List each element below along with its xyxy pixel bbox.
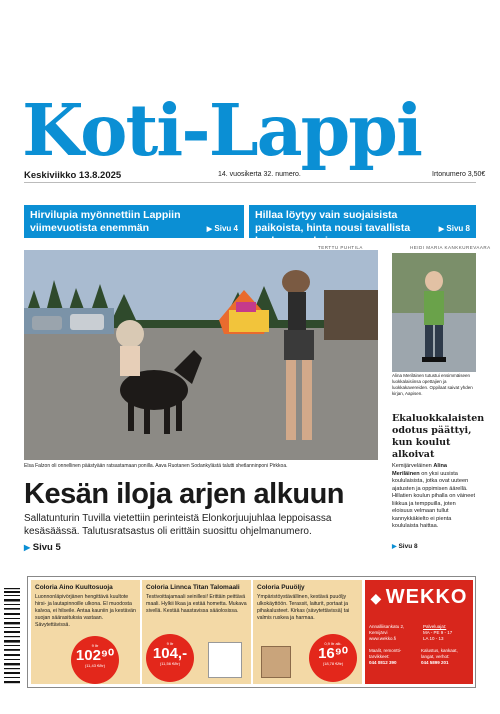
price-badge: 9 ltr 104,- (11,56 €/ltr) [146, 634, 194, 682]
side-photo [392, 253, 476, 372]
triangle-right-icon: ▶ [24, 543, 31, 552]
oil-can-icon [261, 646, 291, 678]
edition-info: 14. vuosikerta 32. numero. [218, 171, 301, 178]
ad-puuoljy[interactable] [253, 580, 362, 684]
main-page-ref[interactable]: ▶ Sivu 5 [24, 542, 61, 553]
triangle-right-icon: ▶ [438, 226, 445, 233]
header-rule [24, 182, 476, 183]
ad-text: Testivoittajamaali seinillesi! Erittäin peittävä maali. Hylkii likaa ja estää hometta. Mukava sivellä. Kestää haastavissa sääolosissa. [146, 593, 247, 614]
ad-text: Ympäristöystävällinen, kestävä puuöljy ulkokäyttöön. Terassit, laiturit, portaat ja pihakalusteet. Kirkas (sävytettävissä) tai valmis ruskea ja harmaa. [257, 593, 350, 621]
wekko-logo: ◆ WEKKO [370, 586, 468, 608]
main-headline[interactable]: Kesän iloja arjen alkuun [24, 478, 344, 510]
ad-title: Coloria Aino Kuultosuoja [35, 584, 113, 591]
price-badge: 0,9 ltr alk. 16⁹⁰ (18,78 €/ltr) [309, 634, 357, 682]
teaser-page: ▶ Sivu 8 [438, 224, 470, 233]
w-mark-icon: ◆ [370, 590, 382, 606]
wekko-hours: Palveluajat: MA - PE 9 - 17 LA 10 - 13 [423, 624, 453, 642]
teaser-page: ▶ Sivu 4 [206, 224, 238, 233]
wekko-dept-paint: Maalit, remontti-tarvikkeet: 044 0812 390 [369, 648, 402, 666]
triangle-right-icon: ▶ [206, 226, 213, 233]
side-body: Kemijärveläinen Alina Meriläinen on yksi uusista koululaisista, jotka ovat uuteen ajatusten ja oppimisen äärellä. Hillatien koulun pihalla on väineet liikkua ja temppuilla, joten eloisuus velmaan tullut kannykkäkielto ei pienta koululaista haittaa. [392, 463, 476, 530]
main-lead: Sallatunturin Tuvilla vietettiin perinteistä Elonkorjuujuhlaa leppoisassa kesäsäässä. Talutusratsastus oli erittäin suosittu ohjelmanumero. [24, 513, 332, 537]
ad-title: Coloria Linnca Titan Talomaali [146, 584, 240, 591]
side-photo-caption: Alina Meriläinen tutustui ensimmäiseen luokkalaisiinsa opettajien ja luokkakavereiden. Oppilaat saivat yhden kirjan, Aapisen. [392, 373, 473, 396]
main-photo [24, 250, 378, 460]
teaser-text: Hillaa löytyy vain suojaisista paikoista, hinta nousi tavallista korkeammaksi [255, 209, 411, 248]
ad-titan[interactable] [142, 580, 251, 684]
ad-text: Luonnonläpivörjänen hengittävä kuultote hirsi- ja lautapinnoille ulkona. El muodosta kalvoa, ei hilseile. Antaa kauniin ja kestävän suojan säärasituksia vastaan. Sävytettävissä. [35, 593, 136, 628]
photo-credit: TERTTU PUHTILA [318, 245, 363, 250]
price-badge: 9 ltr 102⁹⁰ (11,43 €/ltr) [71, 636, 119, 684]
barcode [4, 586, 20, 686]
ad-title: Coloria Puuöljy [257, 584, 305, 591]
side-headline[interactable]: Ekaluokkalaisten odotus päättyi, kun koulut alkoivat [392, 413, 485, 460]
paint-can-icon [208, 642, 242, 678]
wekko-dept-textile: Kalustus, kankaat, langat, verhot: 044 5899 201 [421, 648, 458, 666]
masthead-title: Koti-Lappi [22, 88, 421, 172]
single-copy-price: Irtonumero 3,50€ [432, 171, 486, 178]
wekko-address: Annalliisankatu 2, Kemijärvi www.wekko.fi [369, 624, 405, 642]
side-page-ref[interactable]: ▶ Sivu 8 [392, 543, 418, 550]
triangle-right-icon: ▶ [392, 544, 397, 550]
teaser-text: Hirvilupia myönnettiin Lappiin viimevuotista enemmän [30, 209, 181, 235]
ad-wekko[interactable] [365, 580, 473, 684]
ad-aino[interactable] [31, 580, 140, 684]
side-photo-credit: HEIDI MARIA KANKKUREVAARA [410, 245, 491, 250]
teaser-hunting[interactable] [24, 205, 244, 238]
issue-date: Keskiviikko 13.8.2025 [24, 170, 122, 181]
main-photo-caption: Elsa Falzon oli onnellinen päästyään ratsastamaan ponilla. Aava Ruotanen Sodankylästä talutti shetlanninponi Pirkkoa. [24, 463, 288, 469]
